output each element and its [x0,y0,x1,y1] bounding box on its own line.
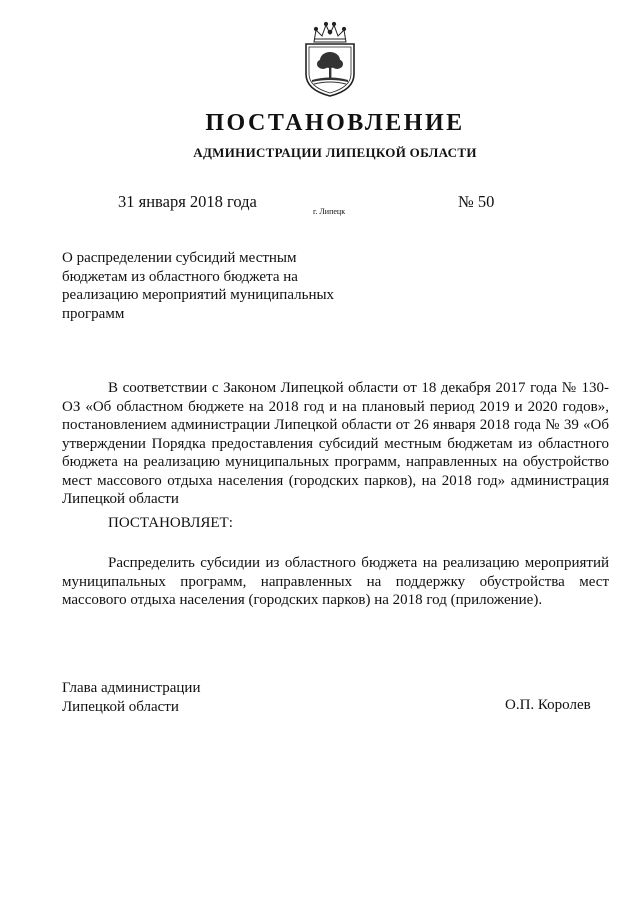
subject-line: О распределении субсидий местным [62,250,297,266]
preamble-paragraph: В соответствии с Законом Липецкой области от 18 декабря 2017 года № 130-ОЗ «Об областном бюджете на 2018 год и на плановый период 2019 и 2020 годов», постановлением администрации Липецкой области от 26 января 2018 года № 39 «Об утверждении Порядка предоставления субсидий местным бюджетам из областного бюджета на реализацию муниципальных программ, направленных на обустройство мест массового отдыха населения (городских парков), на 2018 год» администрация Липецкой области [62,380,609,507]
subject-line: программ [62,305,125,322]
signatory-position [62,679,200,716]
subject-line: бюджетам из областного бюджета на [62,268,298,285]
signatory-name: О.П. Королев [505,697,591,713]
resolution-paragraph: Распределить субсидии из областного бюджета на реализацию мероприятий муниципальных программ, направленных на поддержку обустройства мест массового отдыха населения (городских парков) на 2018 год (приложение). [62,555,609,608]
document-number: № 50 [458,192,495,211]
document-subject [62,249,334,323]
signatory-position-line: Липецкой области [62,698,179,715]
decree-word: ПОСТАНОВЛЯЕТ: [108,515,233,531]
subject-line: реализацию мероприятий муниципальных [62,287,335,303]
document-city: г. Липецк [313,207,346,216]
document-date: 31 января 2018 года [118,192,257,211]
coat-of-arms-icon [302,20,358,98]
document-title: ПОСТАНОВЛЕНИЕ [205,110,465,136]
issuing-authority: АДМИНИСТРАЦИИ ЛИПЕЦКОЙ ОБЛАСТИ [193,145,477,160]
signatory-position-line: Глава администрации [62,680,201,696]
